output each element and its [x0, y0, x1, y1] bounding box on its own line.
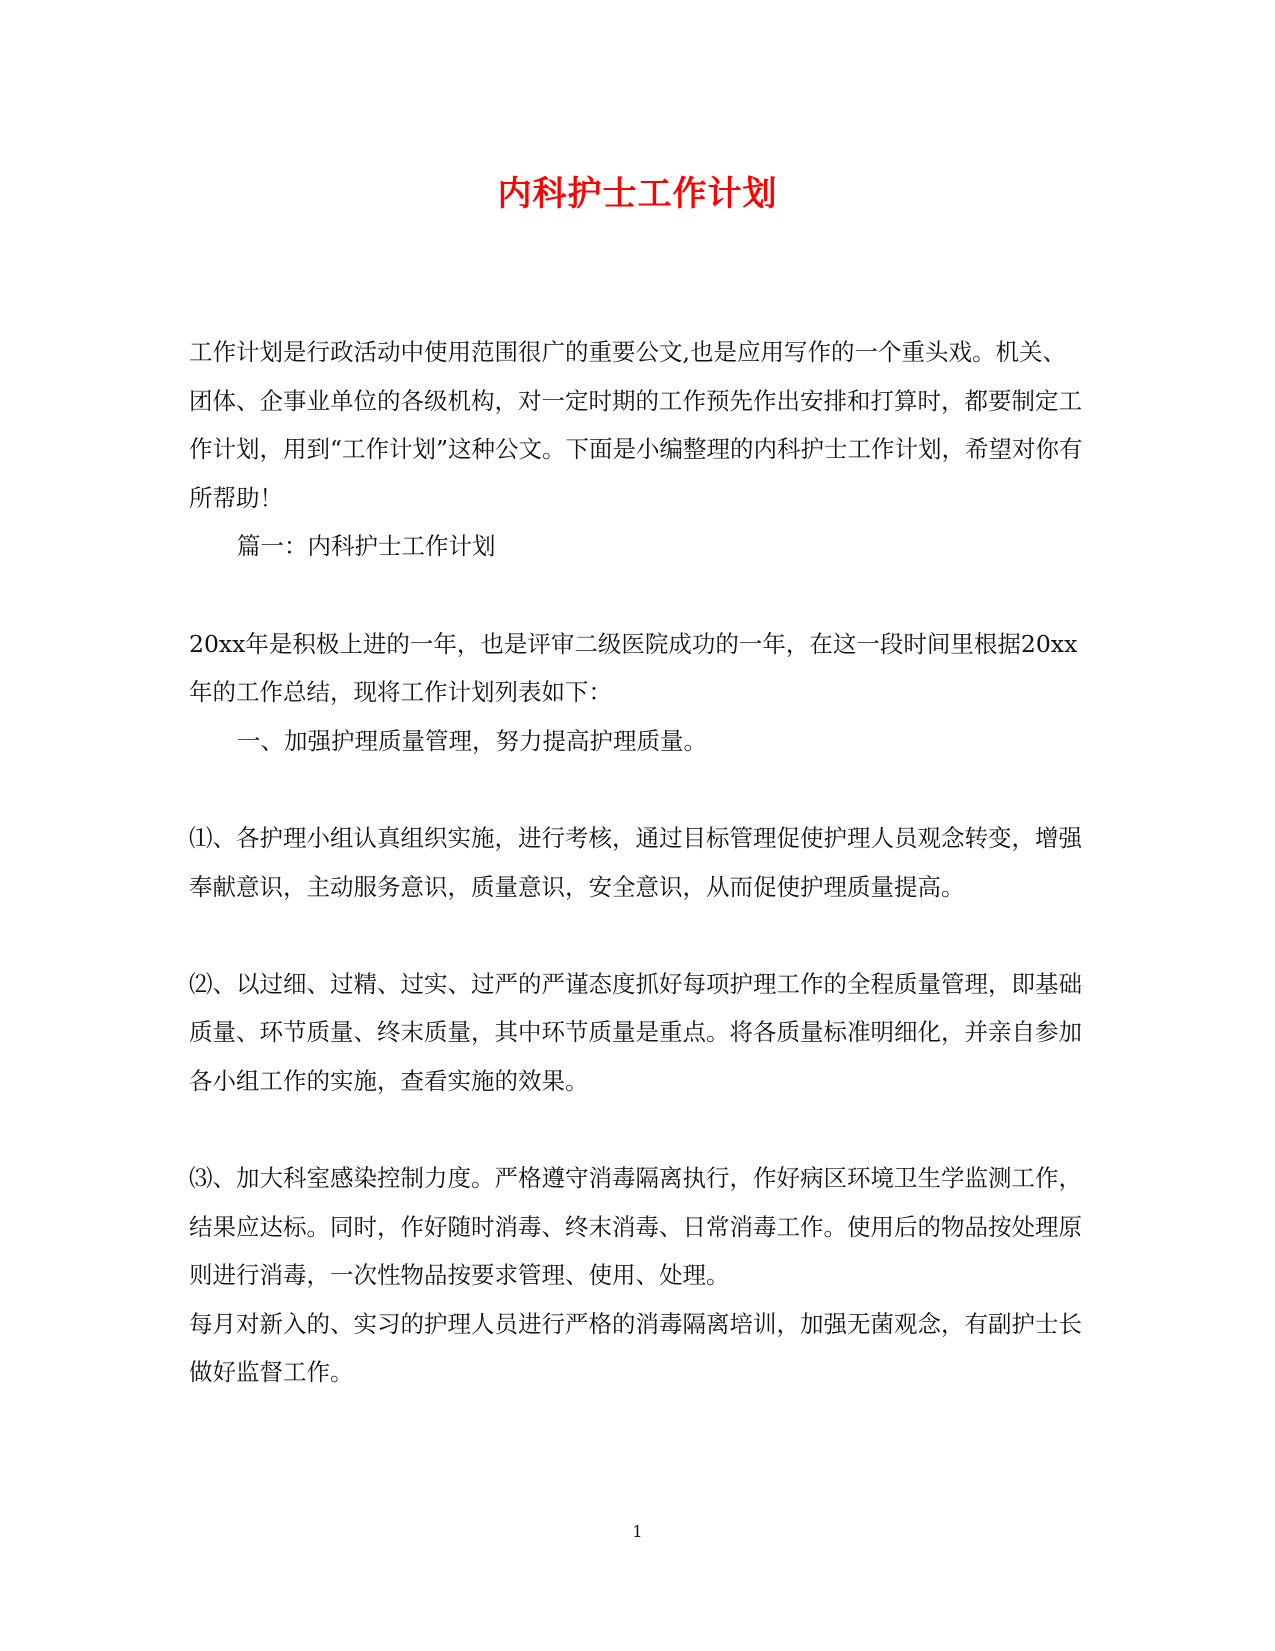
section-heading-part-one: 篇一：内科护士工作计划 [237, 532, 496, 561]
paragraph-gap [189, 571, 1089, 620]
training-paragraph: 每月对新入的、实习的护理人员进行严格的消毒隔离培训，加强无菌观念，有副护士长做好监督工作。 [189, 1309, 1082, 1387]
paragraph-gap [189, 1106, 1089, 1155]
intro-paragraph: 工作计划是行政活动中使用范围很广的重要公文,也是应用写作的一个重头戏。机关、团体、企事业单位的各级机构，对一定时期的工作预先作出安排和打算时，都要制定工作计划，用到“工作计划”这种公文。下面是小编整理的内科护士工作计划，希望对你有所帮助！ [189, 338, 1083, 512]
page-number: 1 [632, 1522, 643, 1541]
paragraph-gap [189, 911, 1089, 960]
item-2-paragraph: ⑵、以过细、过精、过实、过严的严谨态度抓好每项护理工作的全程质量管理，即基础质量、环节质量、终末质量，其中环节质量是重点。将各质量标准明细化，并亲自参加各小组工作的实施，查看实施的效果。 [189, 969, 1082, 1095]
document-title: 内科护士工作计划 [497, 174, 778, 214]
year-summary-paragraph: 20xx年是积极上进的一年，也是评审二级医院成功的一年，在这一段时间里根据20xx年的工作总结，现将工作计划列表如下： [189, 629, 1078, 707]
paragraph-gap [189, 765, 1089, 814]
document-body [189, 328, 1089, 1397]
section-heading-quality: 一、加强护理质量管理，努力提高护理质量。 [237, 726, 707, 755]
item-1-paragraph: ⑴、各护理小组认真组织实施，进行考核，通过目标管理促使护理人员观念转变，增强奉献意识，主动服务意识，质量意识，安全意识，从而促使护理质量提高。 [189, 823, 1082, 901]
item-3-paragraph: ⑶、加大科室感染控制力度。严格遵守消毒隔离执行，作好病区环境卫生学监测工作，结果应达标。同时，作好随时消毒、终末消毒、日常消毒工作。使用后的物品按处理原则进行消毒，一次性物品按要求管理、使用、处理。 [189, 1164, 1082, 1290]
